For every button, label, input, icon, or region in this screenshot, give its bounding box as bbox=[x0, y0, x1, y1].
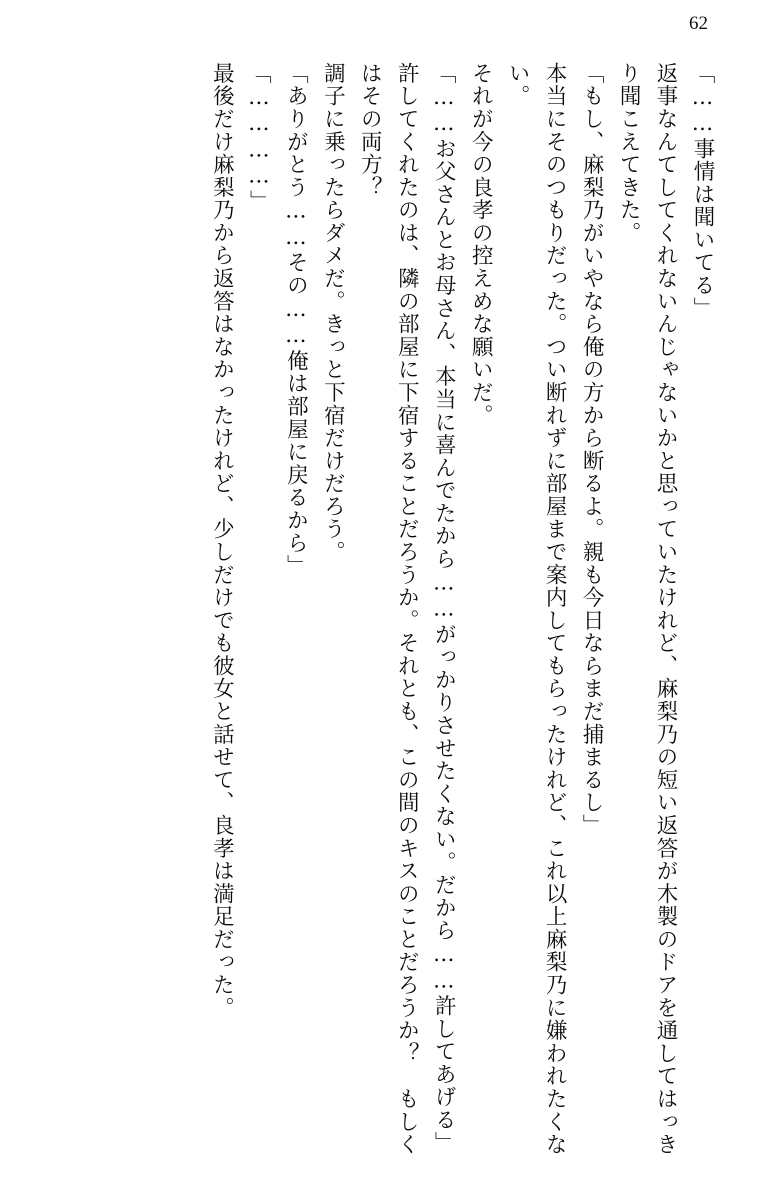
paragraph: 本当にそのつもりだった。つい断れずに部屋まで案内してもらったけれど、これ以上麻梨乃に嫌われたくない。 bbox=[505, 62, 568, 1156]
paragraph: 許してくれたのは、隣の部屋に下宿することだろうか。それとも、この間のキスのことだろうか？ もしくはその両方？ bbox=[357, 62, 420, 1156]
paragraph: 最後だけ麻梨乃から返答はなかったけれど、少しだけでも彼女と話せて、良孝は満足だった。 bbox=[209, 62, 235, 1020]
paragraph: 「ありがとう……その……俺は部屋に戻るから」 bbox=[283, 62, 309, 578]
paragraph: 「…………」 bbox=[246, 62, 272, 213]
page-number: 62 bbox=[689, 13, 708, 34]
paragraph: 「もし、麻梨乃がいやなら俺の方から断るよ。親も今日ならまだ捕まるし」 bbox=[579, 62, 605, 837]
paragraph: 返事なんてしてくれないんじゃないかと思っていたけれど、麻梨乃の短い返答が木製のドアを通してはっきり聞こえてきた。 bbox=[616, 62, 679, 1156]
paragraph: 「……お父さんとお母さん、本当に喜んでたから……がっかりさせたくない。だから……許してあげる」 bbox=[431, 62, 457, 1155]
paragraph: 「……事情は聞いてる」 bbox=[690, 62, 715, 320]
paragraph: それが今の良孝の控えめな願いだ。 bbox=[468, 62, 494, 427]
paragraph: 調子に乗ったらダメだ。きっと下宿だけだろう。 bbox=[320, 62, 346, 564]
novel-text-body bbox=[52, 62, 720, 1160]
